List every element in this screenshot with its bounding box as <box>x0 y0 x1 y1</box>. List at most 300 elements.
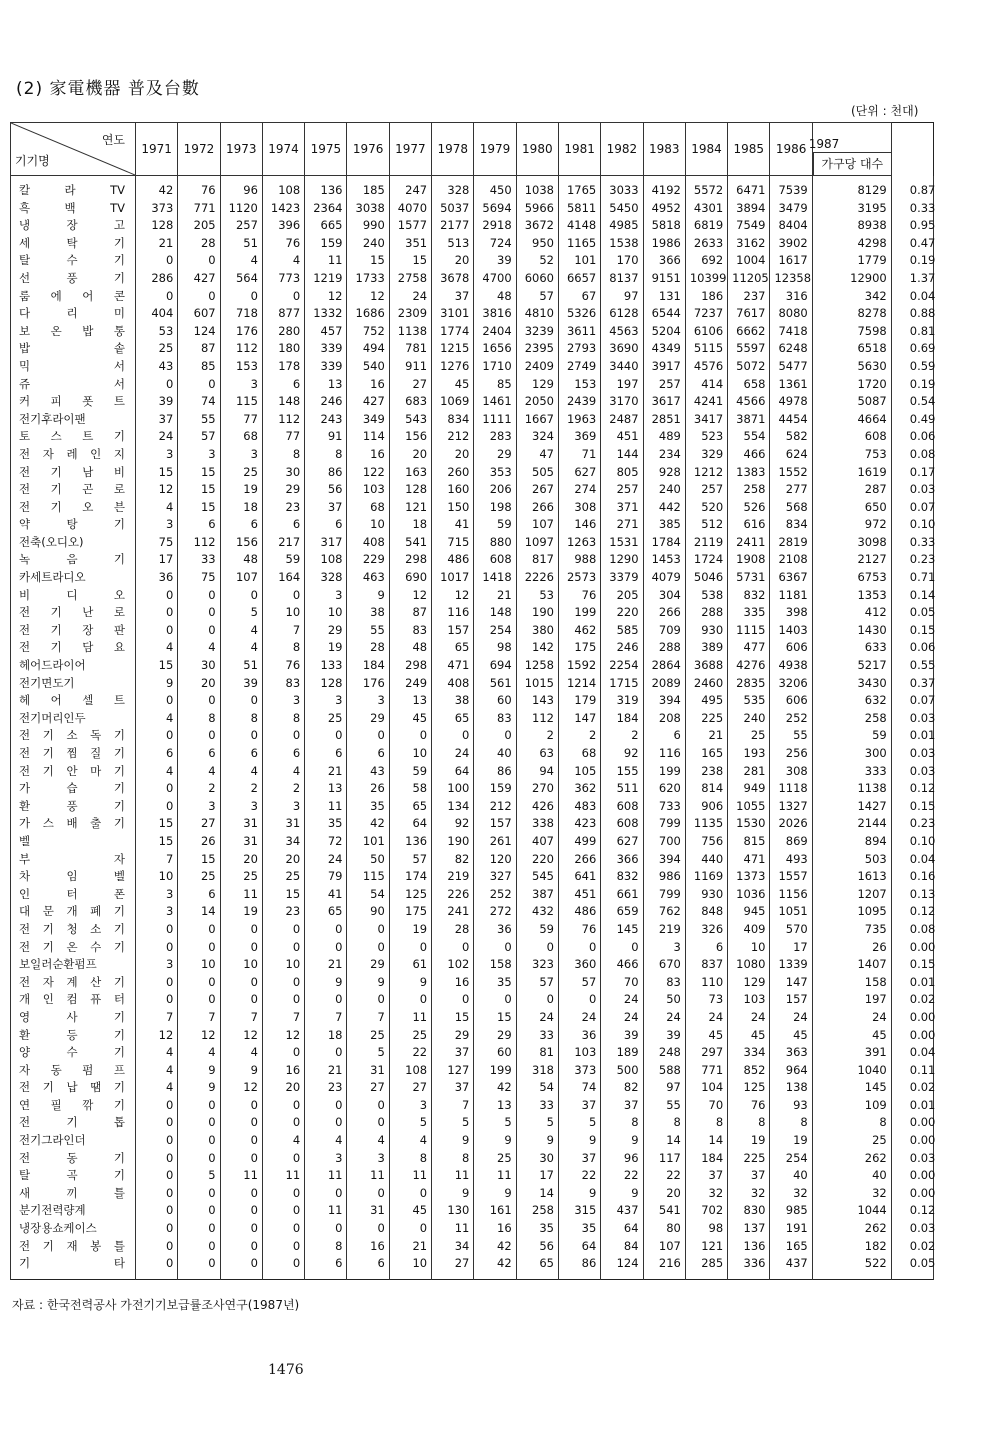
value-cell: 270 <box>516 780 558 798</box>
value-cell: 733 <box>643 798 685 816</box>
corner-header-cell <box>11 123 136 176</box>
value-cell: 0 <box>178 252 220 270</box>
value-cell: 199 <box>643 763 685 781</box>
value-cell: 219 <box>432 868 474 886</box>
value-cell: 7418 <box>770 323 812 341</box>
value-cell: 349 <box>347 411 389 429</box>
value-cell: 608 <box>601 815 643 833</box>
value-cell: 0 <box>305 727 347 745</box>
value-cell: 834 <box>432 411 474 429</box>
value-cell: 2 <box>558 727 600 745</box>
value-cell: 387 <box>516 886 558 904</box>
year-header: 1976 <box>347 123 389 176</box>
value-cell: 64 <box>389 815 431 833</box>
value-cell: 9 <box>474 1185 516 1203</box>
value-cell: 108 <box>262 176 304 200</box>
value-cell: 9 <box>178 1079 220 1097</box>
value-cell: 53 <box>136 323 178 341</box>
value-cell: 266 <box>643 604 685 622</box>
value-cell: 21 <box>685 727 727 745</box>
value-cell: 0 <box>136 727 178 745</box>
value-cell: 288 <box>643 639 685 657</box>
value-cell: 83 <box>389 622 431 640</box>
table-row <box>11 851 934 869</box>
value-cell: 4978 <box>770 393 812 411</box>
table-row <box>11 974 934 992</box>
value-cell: 373 <box>558 1062 600 1080</box>
value-cell: 8938 <box>812 217 891 235</box>
value-cell: 336 <box>728 1255 770 1279</box>
table-row <box>11 587 934 605</box>
value-cell: 0 <box>136 692 178 710</box>
value-cell: 471 <box>728 851 770 869</box>
value-cell: 3 <box>305 587 347 605</box>
value-cell: 80 <box>643 1220 685 1238</box>
per-household-cell: 0.04 <box>891 1044 933 1062</box>
value-cell: 0 <box>220 727 262 745</box>
per-household-cell: 0.03 <box>891 763 933 781</box>
value-cell: 50 <box>643 991 685 1009</box>
value-cell: 4454 <box>770 411 812 429</box>
value-cell: 1765 <box>558 176 600 200</box>
value-cell: 3 <box>347 1150 389 1168</box>
year-header: 1983 <box>643 123 685 176</box>
value-cell: 3379 <box>601 569 643 587</box>
value-cell: 2 <box>516 727 558 745</box>
value-cell: 7 <box>432 1097 474 1115</box>
per-household-cell: 0.23 <box>891 551 933 569</box>
value-cell: 327 <box>474 868 516 886</box>
value-cell: 148 <box>474 604 516 622</box>
value-cell: 1373 <box>728 868 770 886</box>
value-cell: 2364 <box>305 200 347 218</box>
device-name-cell: 인 터 폰 <box>11 886 136 904</box>
per-household-cell: 0.14 <box>891 587 933 605</box>
value-cell: 329 <box>685 446 727 464</box>
value-cell: 0 <box>389 1185 431 1203</box>
value-cell: 15 <box>136 464 178 482</box>
value-cell: 50 <box>347 851 389 869</box>
device-name-cell: 전기머리인두 <box>11 710 136 728</box>
value-cell: 0 <box>389 1220 431 1238</box>
value-cell: 398 <box>770 604 812 622</box>
value-cell: 2409 <box>516 358 558 376</box>
per-household-cell: 0.15 <box>891 956 933 974</box>
value-cell: 42 <box>474 1238 516 1256</box>
value-cell: 57 <box>516 288 558 306</box>
per-household-cell: 0.03 <box>891 1220 933 1238</box>
value-cell: 1779 <box>812 252 891 270</box>
value-cell: 19 <box>220 903 262 921</box>
value-cell: 9 <box>220 1062 262 1080</box>
value-cell: 338 <box>516 815 558 833</box>
per-household-cell: 0.71 <box>891 569 933 587</box>
value-cell: 323 <box>516 956 558 974</box>
value-cell: 1055 <box>728 798 770 816</box>
table-row <box>11 886 934 904</box>
value-cell: 25 <box>347 1027 389 1045</box>
value-cell: 1169 <box>685 868 727 886</box>
value-cell: 0 <box>178 622 220 640</box>
value-cell: 129 <box>728 974 770 992</box>
value-cell: 608 <box>474 551 516 569</box>
value-cell: 5087 <box>812 393 891 411</box>
table-row <box>11 745 934 763</box>
value-cell: 67 <box>558 288 600 306</box>
value-cell: 11 <box>347 1167 389 1185</box>
value-cell: 37 <box>305 499 347 517</box>
value-cell: 412 <box>812 604 891 622</box>
value-cell: 0 <box>262 1044 304 1062</box>
value-cell: 815 <box>728 833 770 851</box>
value-cell: 0 <box>178 1114 220 1132</box>
value-cell: 12 <box>136 1027 178 1045</box>
device-name-cell: 자 동 펌 프 <box>11 1062 136 1080</box>
value-cell: 5450 <box>601 200 643 218</box>
table-row <box>11 252 934 270</box>
value-cell: 65 <box>432 639 474 657</box>
table-row <box>11 763 934 781</box>
value-cell: 11 <box>432 1167 474 1185</box>
value-cell: 3672 <box>516 217 558 235</box>
value-cell: 286 <box>136 270 178 288</box>
table-row <box>11 780 934 798</box>
value-cell: 212 <box>432 428 474 446</box>
value-cell: 5 <box>516 1114 558 1132</box>
value-cell: 252 <box>474 886 516 904</box>
value-cell: 315 <box>558 1202 600 1220</box>
table-row <box>11 1009 934 1027</box>
year-header: 1977 <box>389 123 431 176</box>
value-cell: 0 <box>389 991 431 1009</box>
value-cell: 505 <box>516 464 558 482</box>
corner-year-label: 연도 <box>101 133 125 147</box>
value-cell: 2404 <box>474 323 516 341</box>
value-cell: 0 <box>262 1220 304 1238</box>
value-cell: 178 <box>262 358 304 376</box>
value-cell: 57 <box>178 428 220 446</box>
device-name-cell: 녹 음 기 <box>11 551 136 569</box>
value-cell: 781 <box>389 340 431 358</box>
unit-note: (단위 : 천대) <box>851 104 919 118</box>
value-cell: 6 <box>220 516 262 534</box>
value-cell: 16 <box>262 1062 304 1080</box>
value-cell: 3 <box>136 886 178 904</box>
table-body <box>11 176 934 1280</box>
value-cell: 76 <box>262 235 304 253</box>
value-cell: 0 <box>220 974 262 992</box>
value-cell: 650 <box>812 499 891 517</box>
device-name-cell: 믹 서 <box>11 358 136 376</box>
value-cell: 1715 <box>601 675 643 693</box>
value-cell: 112 <box>178 534 220 552</box>
value-cell: 33 <box>178 551 220 569</box>
value-cell: 98 <box>685 1220 727 1238</box>
value-cell: 25 <box>136 340 178 358</box>
value-cell: 31 <box>347 1202 389 1220</box>
year-header: 1973 <box>220 123 262 176</box>
per-household-cell: 0.01 <box>891 974 933 992</box>
value-cell: 535 <box>728 692 770 710</box>
per-household-cell: 0.04 <box>891 851 933 869</box>
value-cell: 830 <box>728 1202 770 1220</box>
per-household-cell: 0.59 <box>891 358 933 376</box>
value-cell: 3 <box>305 692 347 710</box>
value-cell: 37 <box>136 411 178 429</box>
value-cell: 94 <box>516 763 558 781</box>
value-cell: 2119 <box>685 534 727 552</box>
device-name-cell: 탈 곡 기 <box>11 1167 136 1185</box>
value-cell: 37 <box>685 1167 727 1185</box>
value-cell: 153 <box>220 358 262 376</box>
value-cell: 494 <box>347 340 389 358</box>
per-household-cell: 0.03 <box>891 710 933 728</box>
value-cell: 8 <box>262 446 304 464</box>
value-cell: 110 <box>685 974 727 992</box>
value-cell: 108 <box>305 551 347 569</box>
value-cell: 68 <box>558 745 600 763</box>
value-cell: 0 <box>178 587 220 605</box>
value-cell: 4079 <box>643 569 685 587</box>
value-cell: 179 <box>558 692 600 710</box>
value-cell: 159 <box>305 235 347 253</box>
value-cell: 3 <box>178 798 220 816</box>
value-cell: 36 <box>558 1027 600 1045</box>
table-row <box>11 1132 934 1150</box>
value-cell: 254 <box>474 622 516 640</box>
value-cell: 59 <box>516 921 558 939</box>
value-cell: 0 <box>136 798 178 816</box>
value-cell: 159 <box>474 780 516 798</box>
value-cell: 157 <box>474 815 516 833</box>
value-cell: 466 <box>601 956 643 974</box>
device-name-cell: 전 기 청 소 기 <box>11 921 136 939</box>
device-name-cell: 전축(오디오) <box>11 534 136 552</box>
value-cell: 0 <box>262 1255 304 1279</box>
value-cell: 280 <box>262 323 304 341</box>
value-cell: 101 <box>347 833 389 851</box>
value-cell: 17 <box>136 551 178 569</box>
table-row <box>11 270 934 288</box>
value-cell: 8 <box>601 1114 643 1132</box>
per-household-cell: 0.37 <box>891 675 933 693</box>
value-cell: 715 <box>432 534 474 552</box>
value-cell: 834 <box>770 516 812 534</box>
value-cell: 4 <box>347 1132 389 1150</box>
value-cell: 83 <box>262 675 304 693</box>
value-cell: 0 <box>136 991 178 1009</box>
value-cell: 21 <box>136 235 178 253</box>
value-cell: 15 <box>178 499 220 517</box>
value-cell: 124 <box>601 1255 643 1279</box>
value-cell: 238 <box>685 763 727 781</box>
value-cell: 182 <box>812 1238 891 1256</box>
value-cell: 25 <box>474 1150 516 1168</box>
value-cell: 16 <box>347 446 389 464</box>
value-cell: 241 <box>432 903 474 921</box>
per-household-cell: 0.15 <box>891 622 933 640</box>
value-cell: 8 <box>389 1150 431 1168</box>
device-name-cell: 전 기 온 수 기 <box>11 939 136 957</box>
per-household-cell: 0.02 <box>891 1238 933 1256</box>
device-name-cell: 커 피 폿 트 <box>11 393 136 411</box>
table-row <box>11 903 934 921</box>
value-cell: 6 <box>305 745 347 763</box>
value-cell: 4566 <box>728 393 770 411</box>
per-household-header: 가구당 대수 <box>813 152 891 175</box>
value-cell: 19 <box>389 921 431 939</box>
value-cell: 4301 <box>685 200 727 218</box>
value-cell: 486 <box>558 903 600 921</box>
value-cell: 735 <box>812 921 891 939</box>
value-cell: 45 <box>770 1027 812 1045</box>
per-household-cell: 0.00 <box>891 939 933 957</box>
value-cell: 771 <box>685 1062 727 1080</box>
value-cell: 0 <box>220 1185 262 1203</box>
value-cell: 96 <box>601 1150 643 1168</box>
value-cell: 14 <box>178 903 220 921</box>
table-row <box>11 1238 934 1256</box>
value-cell: 20 <box>262 1079 304 1097</box>
value-cell: 4349 <box>643 340 685 358</box>
value-cell: 702 <box>685 1202 727 1220</box>
value-cell: 15 <box>136 815 178 833</box>
table-row <box>11 675 934 693</box>
value-cell: 5046 <box>685 569 727 587</box>
value-cell: 3 <box>178 446 220 464</box>
value-cell: 220 <box>516 851 558 869</box>
value-cell: 2918 <box>474 217 516 235</box>
year-header: 1986 <box>770 123 812 176</box>
device-name-cell: 세 탁 기 <box>11 235 136 253</box>
value-cell: 85 <box>178 358 220 376</box>
value-cell: 28 <box>178 235 220 253</box>
value-cell: 990 <box>347 217 389 235</box>
value-cell: 3 <box>305 1150 347 1168</box>
device-name-cell: 부 자 <box>11 851 136 869</box>
value-cell: 0 <box>347 1185 389 1203</box>
value-cell: 93 <box>770 1097 812 1115</box>
value-cell: 87 <box>389 604 431 622</box>
per-household-cell: 0.33 <box>891 534 933 552</box>
table-row <box>11 340 934 358</box>
device-name-cell: 보 온 밥 통 <box>11 323 136 341</box>
value-cell: 11 <box>432 1220 474 1238</box>
value-cell: 60 <box>474 692 516 710</box>
value-cell: 19 <box>220 481 262 499</box>
value-cell: 9 <box>347 974 389 992</box>
value-cell: 45 <box>812 1027 891 1045</box>
value-cell: 753 <box>812 446 891 464</box>
value-cell: 511 <box>601 780 643 798</box>
value-cell: 102 <box>432 956 474 974</box>
value-cell: 333 <box>812 763 891 781</box>
value-cell: 4576 <box>685 358 727 376</box>
value-cell: 0 <box>178 1202 220 1220</box>
year-header: 1972 <box>178 123 220 176</box>
value-cell: 199 <box>474 1062 516 1080</box>
value-cell: 7237 <box>685 305 727 323</box>
value-cell: 1165 <box>558 235 600 253</box>
value-cell: 0 <box>178 991 220 1009</box>
value-cell: 206 <box>474 481 516 499</box>
value-cell: 20 <box>432 446 474 464</box>
value-cell: 1040 <box>812 1062 891 1080</box>
value-cell: 7 <box>305 1009 347 1027</box>
value-cell: 174 <box>389 868 431 886</box>
value-cell: 371 <box>601 499 643 517</box>
value-cell: 9 <box>558 1132 600 1150</box>
device-name-cell: 새 끼 틀 <box>11 1185 136 1203</box>
value-cell: 2144 <box>812 815 891 833</box>
value-cell: 107 <box>643 1238 685 1256</box>
value-cell: 43 <box>136 358 178 376</box>
value-cell: 2254 <box>601 657 643 675</box>
value-cell: 10 <box>728 939 770 957</box>
value-cell: 0 <box>305 1220 347 1238</box>
value-cell: 2050 <box>516 393 558 411</box>
value-cell: 0 <box>178 376 220 394</box>
value-cell: 47 <box>516 446 558 464</box>
value-cell: 4 <box>262 252 304 270</box>
value-cell: 12 <box>305 288 347 306</box>
value-cell: 0 <box>136 604 178 622</box>
value-cell: 0 <box>347 727 389 745</box>
value-cell: 27 <box>178 815 220 833</box>
device-name-cell: 선 풍 기 <box>11 270 136 288</box>
value-cell: 5597 <box>728 340 770 358</box>
value-cell: 8 <box>262 639 304 657</box>
value-cell: 20 <box>178 675 220 693</box>
value-cell: 18 <box>305 1027 347 1045</box>
table-row <box>11 305 934 323</box>
value-cell: 103 <box>728 991 770 1009</box>
value-cell: 771 <box>178 200 220 218</box>
value-cell: 225 <box>685 710 727 728</box>
value-cell: 24 <box>601 1009 643 1027</box>
value-cell: 23 <box>262 499 304 517</box>
value-cell: 24 <box>432 745 474 763</box>
value-cell: 77 <box>220 411 262 429</box>
value-cell: 12 <box>389 587 431 605</box>
value-cell: 363 <box>770 1044 812 1062</box>
value-cell: 1095 <box>812 903 891 921</box>
value-cell: 8 <box>643 1114 685 1132</box>
table-row <box>11 1027 934 1045</box>
value-cell: 267 <box>516 481 558 499</box>
value-cell: 138 <box>770 1079 812 1097</box>
value-cell: 9151 <box>643 270 685 288</box>
value-cell: 437 <box>770 1255 812 1279</box>
value-cell: 308 <box>558 499 600 517</box>
value-cell: 5 <box>558 1114 600 1132</box>
value-cell: 1427 <box>812 798 891 816</box>
device-name-cell: 전 기 소 독 기 <box>11 727 136 745</box>
value-cell: 226 <box>432 886 474 904</box>
value-cell: 10 <box>347 516 389 534</box>
value-cell: 1784 <box>643 534 685 552</box>
value-cell: 817 <box>516 551 558 569</box>
value-cell: 457 <box>305 323 347 341</box>
value-cell: 277 <box>770 481 812 499</box>
value-cell: 145 <box>601 921 643 939</box>
year-header: 1974 <box>262 123 304 176</box>
value-cell: 11 <box>305 1202 347 1220</box>
value-cell: 570 <box>770 921 812 939</box>
value-cell: 240 <box>728 710 770 728</box>
value-cell: 56 <box>305 481 347 499</box>
value-cell: 125 <box>728 1079 770 1097</box>
